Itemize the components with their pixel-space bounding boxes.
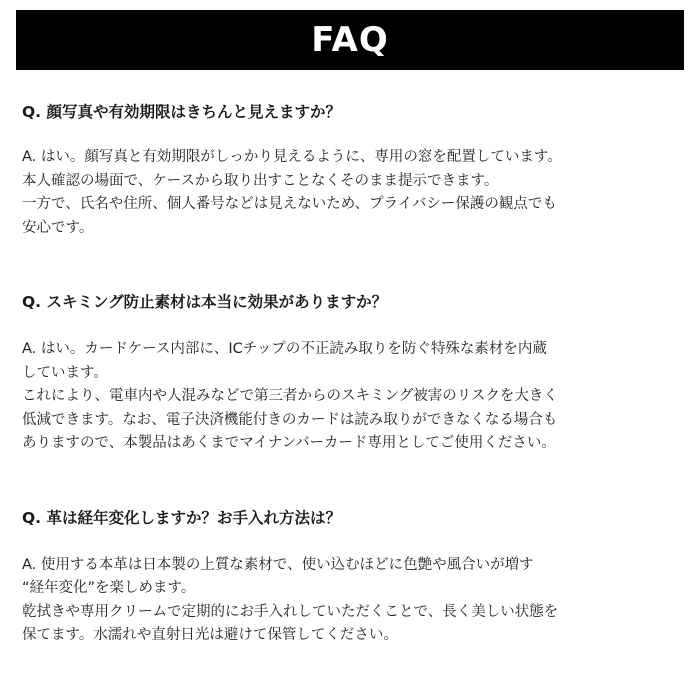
- faq-item: [22, 288, 682, 456]
- faq-item: [22, 98, 682, 240]
- faq-answer-line: これにより、電車内や人混みなどで第三者からのスキミング被害のリスクを大きく: [22, 388, 558, 404]
- faq-answer-line: “経年変化”を楽しめます。: [22, 580, 196, 596]
- faq-answer: [22, 338, 682, 456]
- faq-answer-line: 乾拭きや専用クリームで定期的にお手入れしていただくことで、長く美しい状態を: [22, 603, 559, 620]
- page-title: FAQ: [311, 20, 389, 60]
- faq-answer-line: しています。: [22, 364, 108, 381]
- faq-answer-line: 保てます。水濡れや直射日光は避けて保管してください。: [22, 627, 398, 643]
- faq-answer-line: 本人確認の場面で、ケースから取り出すことなくそのまま提示できます。: [22, 172, 499, 189]
- faq-answer-line: A. 使用する本革は日本製の上質な素材で、使い込むほどに色艶や風合いが増す: [22, 556, 534, 573]
- faq-question: Q. 顔写真や有効期限はきちんと見えますか？: [22, 103, 341, 121]
- faq-answer-line: 安心です。: [22, 219, 94, 236]
- faq-answer-line: 低減できます。なお、電子決済機能付きのカードは読み取りができなくなる場合も: [22, 411, 558, 428]
- faq-answer: [22, 146, 682, 240]
- faq-item: [22, 504, 682, 648]
- faq-answer-line: 一方で、氏名や住所、個人番号などは見えないため、プライバシー保護の観点でも: [22, 196, 557, 212]
- faq-question: Q. スキミング防止素材は本当に効果がありますか？: [22, 293, 388, 311]
- faq-answer-line: A. はい。カードケース内部に、ICチップの不正読み取りを防ぐ特殊な素材を内蔵: [22, 341, 547, 357]
- faq-answer: [22, 554, 682, 648]
- faq-answer-line: ありますので、本製品はあくまでマイナンバーカード専用としてご使用ください。: [22, 435, 556, 451]
- faq-answer-line: A. はい。顔写真と有効期限がしっかり見えるように、専用の窓を配置しています。: [22, 149, 562, 165]
- faq-question: Q. 革は経年変化しますか？お手入れ方法は？: [22, 508, 341, 527]
- faq-list: [22, 98, 682, 648]
- faq-header-banner: [16, 10, 684, 70]
